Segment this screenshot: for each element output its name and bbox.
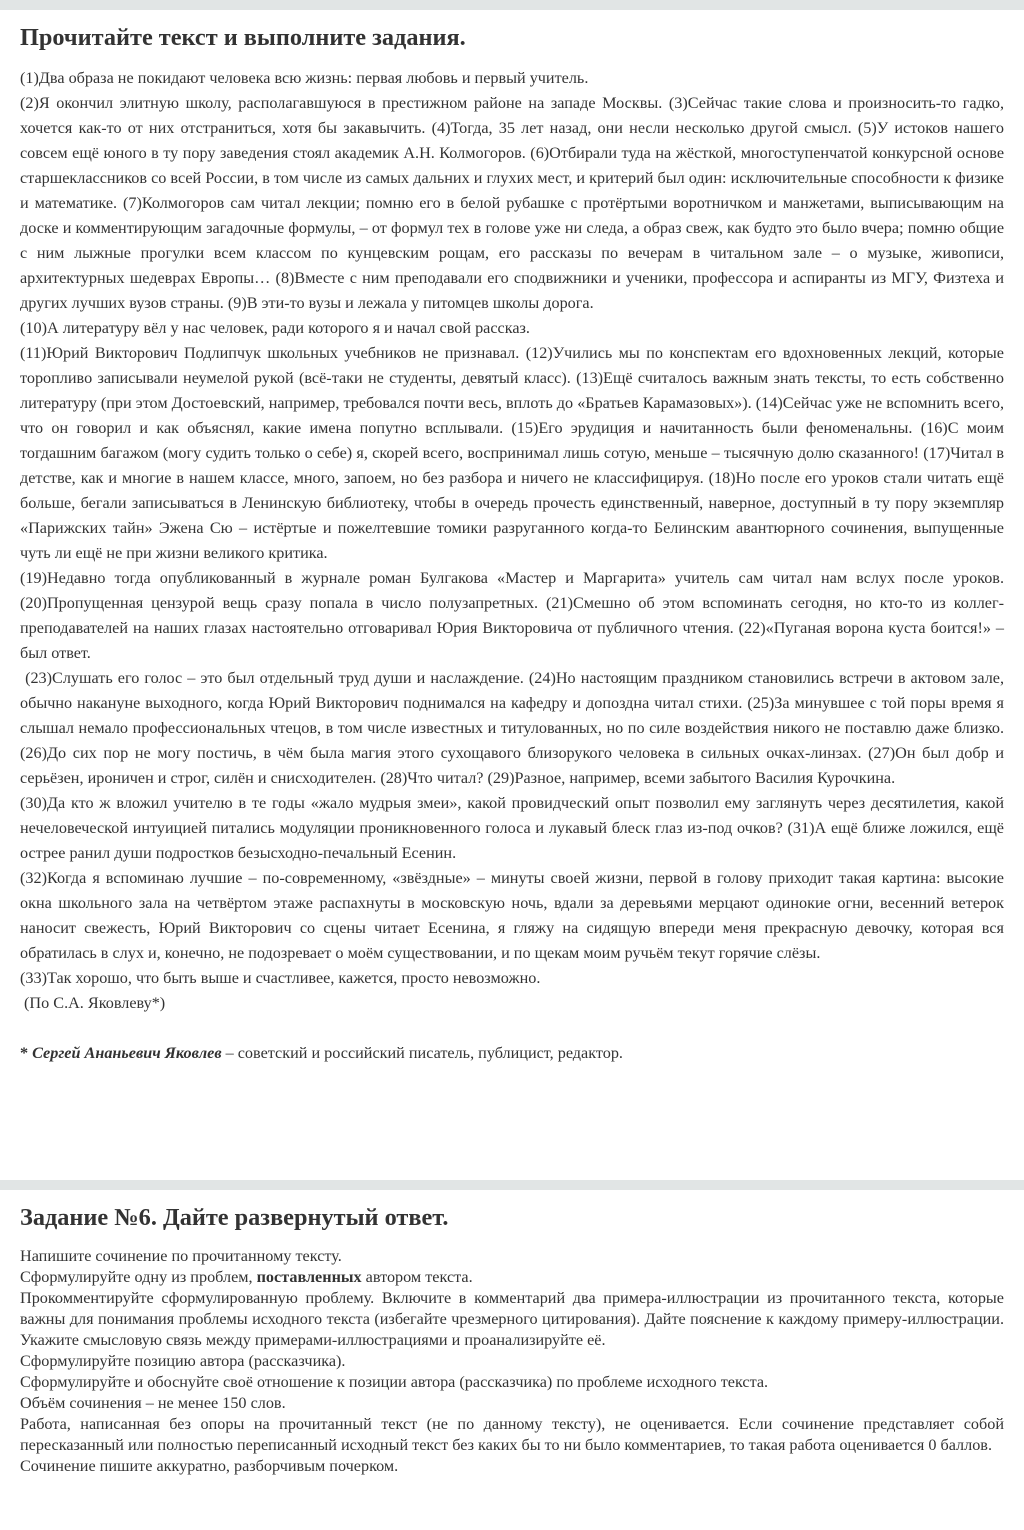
- task-line: Сформулируйте и обоснуйте своё отношение к позиции автора (рассказчика) по проблеме исходного текста.: [20, 1373, 769, 1391]
- footnote-marker: *: [20, 1044, 33, 1062]
- reading-heading: Прочитайте текст и выполните задания.: [20, 24, 466, 51]
- footnote-description: – советский и российский писатель, публицист, редактор.: [221, 1044, 623, 1062]
- section-separator-bar: [0, 1180, 1024, 1190]
- task-line-bold: поставленных: [256, 1268, 362, 1286]
- author-footnote: [20, 1041, 1004, 1066]
- footnote-author-name: Сергей Ананьевич Яковлев: [32, 1044, 222, 1062]
- task-line-text: Сформулируйте одну из проблем,: [20, 1268, 257, 1286]
- text-paragraph: (10)А литературу вёл у нас человек, ради которого я и начал свой рассказ.: [20, 319, 530, 337]
- text-paragraph: (19)Недавно тогда опубликованный в журнале роман Булгакова «Мастер и Маргарита» учитель сам читал нам вслух после уроков. (20)Пропущенная цензурой вещь сразу попала в число полузапретных. (21)Смешно об этом вспоминать сегодня, но кто-то из коллег-преподавателей на наших глазах настоятельно отговаривал Юрия Викторовича от публичного чтения. (22)«Пуганая ворона куста боится!» – был ответ.: [20, 569, 1004, 662]
- text-paragraph: (32)Когда я вспоминаю лучшие – по-современному, «звёздные» – минуты своей жизни, первой в голову приходит такая картина: высокие окна школьного зала на четвёртом этаже распахнуты в московскую ночь, вдали за деревьями мерцают одинокие огни, весенний ветерок наносит свежесть, Юрий Викторович со сцены читает Есенина, я гляжу на сидящую впереди меня прекрасную девочку, которая вся обратилась в слух и, конечно, не подозревает о моём существовании, и по щекам моим ручьём текут горячие слёзы.: [20, 869, 1004, 962]
- text-paragraph: (1)Два образа не покидают человека всю жизнь: первая любовь и первый учитель.: [20, 69, 589, 87]
- task-instructions: [20, 1246, 1004, 1477]
- task-heading: Задание №6. Дайте развернутый ответ.: [20, 1204, 449, 1231]
- task-section: [0, 1190, 1024, 1477]
- reading-text: [20, 66, 1009, 991]
- text-paragraph: (30)Да кто ж вложил учителю в те годы «жало мудрыя змеи», какой провидческий опыт позволил ему заглянуть через десятилетия, какой нечеловеческой интуицией питались модуляции проникновенного голоса и лукавый блеск глаз из-под очков? (31)А ещё ближе ложился, ещё острее ранил души подростков безысходно-печальный Есенин.: [20, 794, 1004, 862]
- task-line: Объём сочинения – не менее 150 слов.: [20, 1394, 286, 1412]
- task-line: Прокомментируйте сформулированную проблему. Включите в комментарий два примера-иллюстрации из прочитанного текста, которые важны для понимания проблемы исходного текста (избегайте чрезмерного цитирования). Дайте пояснение к каждому примеру-иллюстрации. Укажите смысловую связь между примерами-иллюстрациями и проанализируйте её.: [20, 1289, 1004, 1349]
- reading-section: [0, 10, 1024, 1180]
- task-line: Сочинение пишите аккуратно, разборчивым почерком.: [20, 1457, 399, 1475]
- task-line-problem: [20, 1267, 1004, 1288]
- task-line-text: автором текста.: [361, 1268, 473, 1286]
- task-line: Напишите сочинение по прочитанному тексту.: [20, 1247, 342, 1265]
- source-attribution: (По С.А. Яковлеву*): [20, 994, 166, 1012]
- top-separator-bar: [0, 0, 1024, 10]
- text-paragraph: (11)Юрий Викторович Подлипчук школьных учебников не признавал. (12)Учились мы по конспектам его вдохновенных лекций, которые торопливо записывали неумелой рукой (всё-таки не студенты, девятый класс). (13)Ещё считалось важным знать тексты, то есть собственно литературу (при этом Достоевский, например, требовался почти весь, вплоть до «Братьев Карамазовых»). (14)Сейчас уже не вспомнить всего, что он говорил и как объяснял, какие имена попутно всплывали. (15)Его эрудиция и начитанность были феноменальны. (16)С моим тогдашним багажом (могу судить только о себе) я, скорей всего, воспринимал лишь сотую, меньше – тысячную долю сказанного! (17)Читал в детстве, как и многие в нашем классе, много, запоем, но без разбора и ничего не классифицируя. (18)Но после его уроков стали читать ещё больше, бегали записываться в Ленинскую библиотеку, чтобы в очередь прочесть единственный, наверное, доступный в ту пору экземпляр «Парижских тайн» Эжена Сю – истёртые и пожелтевшие томики разруганного когда-то Белинским авантюрного сочинения, выпущенные чуть ли ещё не при жизни великого критика.: [20, 344, 1004, 562]
- task-line: Сформулируйте позицию автора (рассказчика).: [20, 1352, 346, 1370]
- text-paragraph: (33)Так хорошо, что быть выше и счастливее, кажется, просто невозможно.: [20, 969, 541, 987]
- text-paragraph: (23)Слушать его голос – это был отдельный труд души и наслаждение. (24)Но настоящим праздником становились встречи в актовом зале, обычно накануне выходного, когда Юрий Викторович поднимался на кафедру и допоздна читал стихи. (25)За минувшее с той поры время я слышал немало профессиональных чтецов, в том числе известных и титулованных, но по силе воздействия никого не поставлю даже близко. (26)До сих пор не могу постичь, в чём была магия этого сухощавого близорукого человека в сильных очках-линзах. (27)Он был добр и серьёзен, ироничен и строг, силён и снисходителен. (28)Что читал? (29)Разное, например, всеми забытого Василия Курочкина.: [20, 669, 1009, 787]
- text-paragraph: (2)Я окончил элитную школу, располагавшуюся в престижном районе на западе Москвы. (3)Сейчас такие слова и произносить-то гадко, хочется как-то от них отстраниться, хотя бы закавычить. (4)Тогда, 35 лет назад, они несли несколько другой смысл. (5)У истоков нашего совсем ещё юного в ту пору заведения стоял академик А.Н. Колмогоров. (6)Отбирали туда на жёсткой, многоступенчатой конкурсной основе старшеклассников со всей России, в том числе из самых дальних и глухих мест, и критерий был один: исключительные способности к физике и математике. (7)Колмогоров сам читал лекции; помню его в белой рубашке с протёртыми воротничком и манжетами, выписывающим на доске и комментирующим загадочные формулы, – от формул тех в голове уже ни следа, а образ свеж, как будто это было вчера; помню общие с ним лыжные прогулки всем классом по кунцевским рощам, его рассказы по вечерам в читальном зале – о музыке, живописи, архитектурных шедеврах Европы… (8)Вместе с ним преподавали его сподвижники и ученики, профессора и аспиранты из МГУ, Физтеха и других лучших вузов страны. (9)В эти-то вузы и лежала у питомцев школы дорога.: [20, 94, 1004, 312]
- task-line: Работа, написанная без опоры на прочитанный текст (не по данному тексту), не оценивается. Если сочинение представляет собой пересказанный или полностью переписанный исходный текст без каких бы то ни было комментариев, то такая работа оценивается 0 баллов.: [20, 1415, 1004, 1454]
